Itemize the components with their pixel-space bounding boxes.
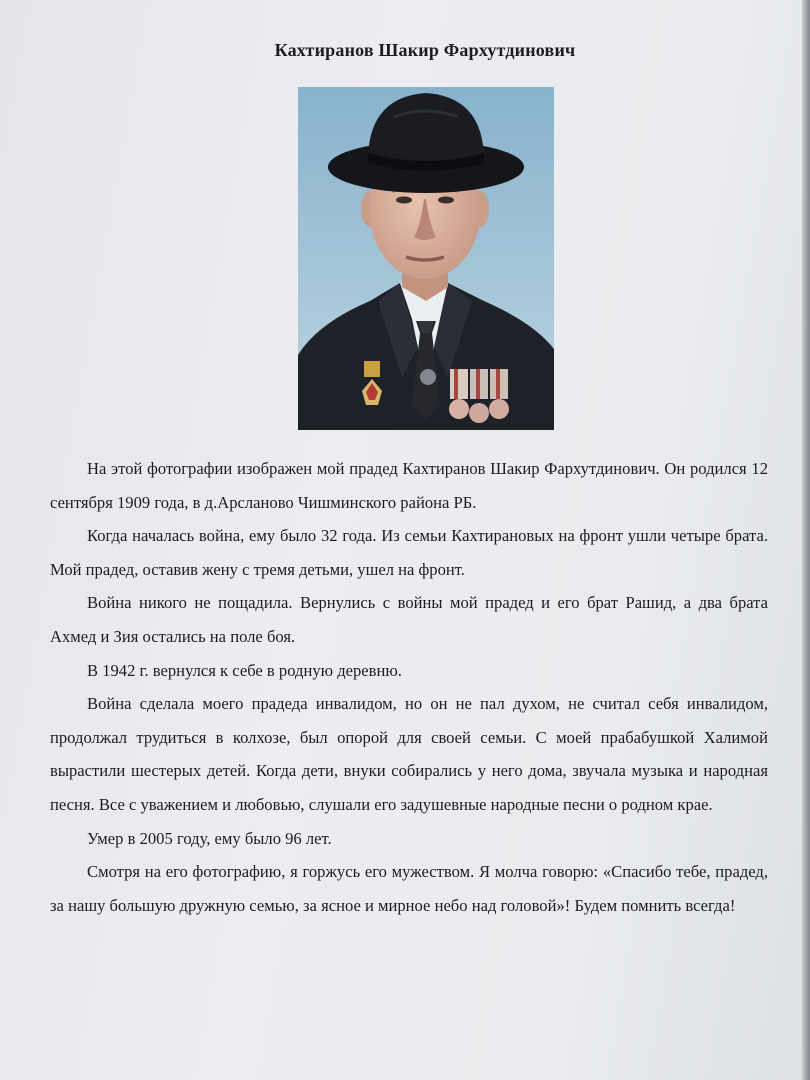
body-text: [50, 452, 768, 922]
paragraph-war-start: Когда началась война, ему было 32 года. Из семьи Кахтирановых на фронт ушли четыре брата. Мой прадед, оставив жену с тремя детьми, ушел на фронт.: [50, 526, 768, 579]
document-title: Кахтиранов Шакир Фархутдинович: [274, 40, 576, 60]
paragraph-after-war: Война сделала моего прадеда инвалидом, но он не пал духом, не считал себя инвалидом, продолжал трудиться в колхозе, был опорой для своей семьи. С моей прабабушкой Халимой вырастили шестерых детей. Когда дети, внуки собирались у него дома, звучала музыка и народная песня. Все с уважением и любовью, слушали его задушевные народные песни о родном крае.: [50, 694, 768, 814]
page-edge-shadow: [802, 0, 810, 1080]
portrait-illustration: [298, 87, 554, 430]
paragraph-brothers: Война никого не пощадила. Вернулись с войны мой прадед и его брат Рашид, а два брата Ахмед и Зия остались на поле боя.: [50, 593, 768, 646]
paragraph-gratitude: Смотря на его фотографию, я горжусь его мужеством. Я молча говорю: «Спасибо тебе, прадед, за нашу большую дружную семью, за ясное и мирное небо над головой»! Будем помнить всегда!: [50, 862, 768, 915]
paragraph-death: Умер в 2005 году, ему было 96 лет.: [87, 828, 332, 848]
paragraph-return: В 1942 г. вернулся к себе в родную деревню.: [87, 660, 402, 680]
portrait-photo: [298, 87, 554, 430]
paragraph-birth: На этой фотографии изображен мой прадед Кахтиранов Шакир Фархутдинович. Он родился 12 сентября 1909 года, в д.Арсланово Чишминского района РБ.: [50, 459, 768, 512]
